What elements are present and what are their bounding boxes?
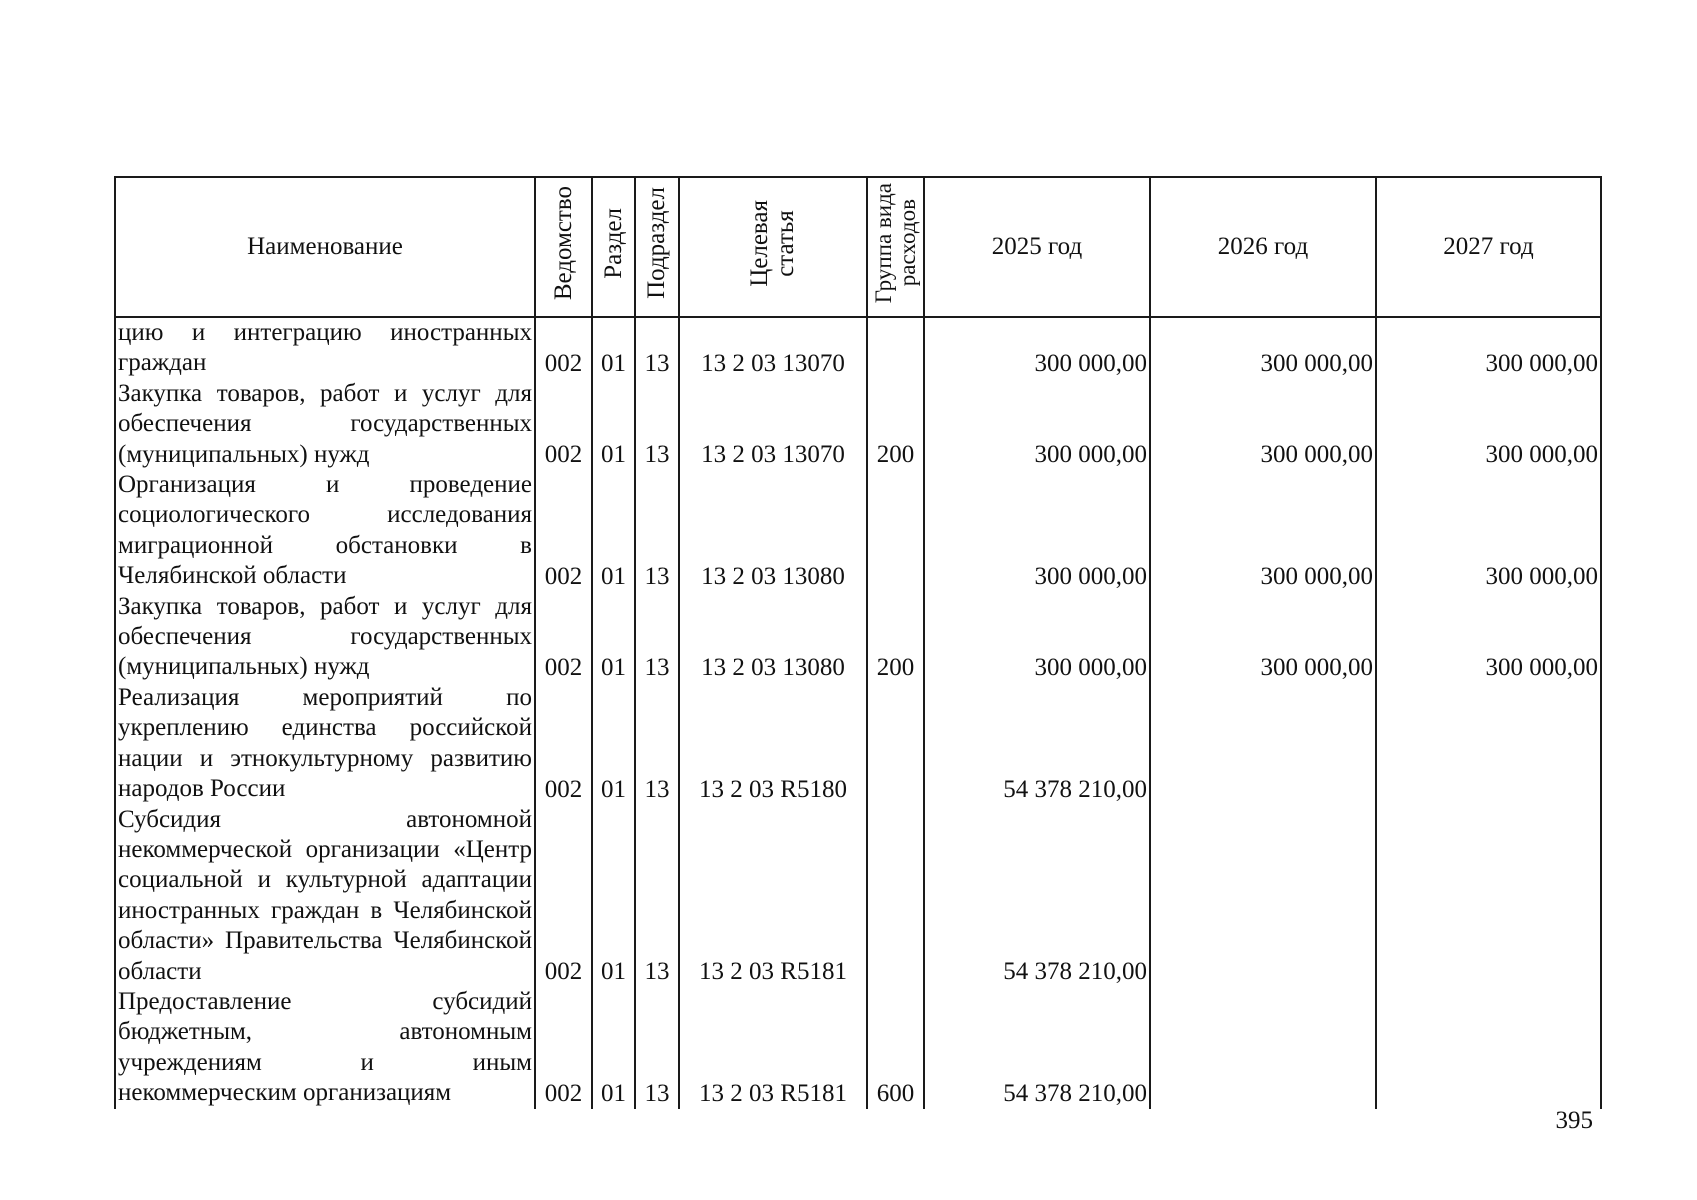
header-subsection: Подраздел — [635, 177, 679, 317]
row-department: 002 — [535, 379, 592, 470]
row-target-item: 13 2 03 R5181 — [679, 805, 867, 987]
table-row — [115, 470, 1601, 592]
row-section: 01 — [592, 470, 635, 592]
row-expense-group: 200 — [867, 592, 924, 683]
row-subsection: 13 — [635, 379, 679, 470]
row-target-item: 13 2 03 13080 — [679, 470, 867, 592]
row-amount-2025: 54 378 210,00 — [924, 683, 1150, 805]
table-row — [115, 805, 1601, 987]
row-expense-group — [867, 683, 924, 805]
row-expense-group — [867, 805, 924, 987]
row-name: Предоставление субсидий бюджетным, автономным учреждениям и иным некоммерческим организациям — [115, 987, 535, 1109]
page-number: 395 — [1555, 1107, 1593, 1134]
header-year-2026: 2026 год — [1150, 177, 1376, 317]
budget-table-sheet — [114, 176, 1600, 1109]
row-subsection: 13 — [635, 683, 679, 805]
row-subsection: 13 — [635, 805, 679, 987]
row-amount-2026: 300 000,00 — [1150, 379, 1376, 470]
row-section: 01 — [592, 592, 635, 683]
row-expense-group: 600 — [867, 987, 924, 1109]
row-subsection: 13 — [635, 592, 679, 683]
table-row — [115, 592, 1601, 683]
row-name: Реализация мероприятий по укреплению единства российской нации и этнокультурному развитию народов России — [115, 683, 535, 805]
row-name: Закупка товаров, работ и услуг для обеспечения государственных (муниципальных) нужд — [115, 379, 535, 470]
table-row — [115, 379, 1601, 470]
row-amount-2026 — [1150, 987, 1376, 1109]
row-amount-2027: 300 000,00 — [1376, 317, 1601, 379]
row-subsection: 13 — [635, 317, 679, 379]
row-department: 002 — [535, 592, 592, 683]
header-section: Раздел — [592, 177, 635, 317]
row-target-item: 13 2 03 13080 — [679, 592, 867, 683]
row-section: 01 — [592, 987, 635, 1109]
row-target-item: 13 2 03 13070 — [679, 317, 867, 379]
row-amount-2027: 300 000,00 — [1376, 592, 1601, 683]
row-amount-2026: 300 000,00 — [1150, 470, 1376, 592]
row-subsection: 13 — [635, 470, 679, 592]
header-year-2027: 2027 год — [1376, 177, 1601, 317]
row-name: Субсидия автономной некоммерческой организации «Центр социальной и культурной адаптации иностранных граждан в Челябинской области» Правительства Челябинской области — [115, 805, 535, 987]
row-amount-2025: 300 000,00 — [924, 470, 1150, 592]
header-year-2025: 2025 год — [924, 177, 1150, 317]
row-amount-2025: 54 378 210,00 — [924, 805, 1150, 987]
row-amount-2027 — [1376, 683, 1601, 805]
header-name: Наименование — [115, 177, 535, 317]
row-section: 01 — [592, 317, 635, 379]
row-amount-2026: 300 000,00 — [1150, 592, 1376, 683]
row-department: 002 — [535, 987, 592, 1109]
row-expense-group: 200 — [867, 379, 924, 470]
row-amount-2025: 300 000,00 — [924, 379, 1150, 470]
row-target-item: 13 2 03 R5180 — [679, 683, 867, 805]
row-section: 01 — [592, 379, 635, 470]
row-amount-2025: 54 378 210,00 — [924, 987, 1150, 1109]
row-name: Организация и проведение социологического исследования миграционной обстановки в Челябинской области — [115, 470, 535, 592]
row-section: 01 — [592, 683, 635, 805]
row-department: 002 — [535, 683, 592, 805]
row-amount-2027: 300 000,00 — [1376, 379, 1601, 470]
row-amount-2027: 300 000,00 — [1376, 470, 1601, 592]
row-department: 002 — [535, 805, 592, 987]
row-subsection: 13 — [635, 987, 679, 1109]
row-target-item: 13 2 03 13070 — [679, 379, 867, 470]
row-amount-2027 — [1376, 805, 1601, 987]
row-amount-2026: 300 000,00 — [1150, 317, 1376, 379]
row-amount-2025: 300 000,00 — [924, 592, 1150, 683]
row-target-item: 13 2 03 R5181 — [679, 987, 867, 1109]
row-amount-2026 — [1150, 683, 1376, 805]
table-row — [115, 987, 1601, 1109]
table-row — [115, 683, 1601, 805]
row-amount-2026 — [1150, 805, 1376, 987]
row-name: цию и интеграцию иностранных граждан — [115, 317, 535, 379]
table-header-row — [115, 177, 1601, 317]
table-row — [115, 317, 1601, 379]
header-department: Ведомство — [535, 177, 592, 317]
header-target-item: Целевая статья — [679, 177, 867, 317]
row-amount-2025: 300 000,00 — [924, 317, 1150, 379]
row-expense-group — [867, 470, 924, 592]
row-section: 01 — [592, 805, 635, 987]
row-name: Закупка товаров, работ и услуг для обеспечения государственных (муниципальных) нужд — [115, 592, 535, 683]
row-department: 002 — [535, 470, 592, 592]
budget-table — [114, 176, 1602, 1109]
row-expense-group — [867, 317, 924, 379]
row-amount-2027 — [1376, 987, 1601, 1109]
row-department: 002 — [535, 317, 592, 379]
header-expense-group: Группа вида расходов — [867, 177, 924, 317]
